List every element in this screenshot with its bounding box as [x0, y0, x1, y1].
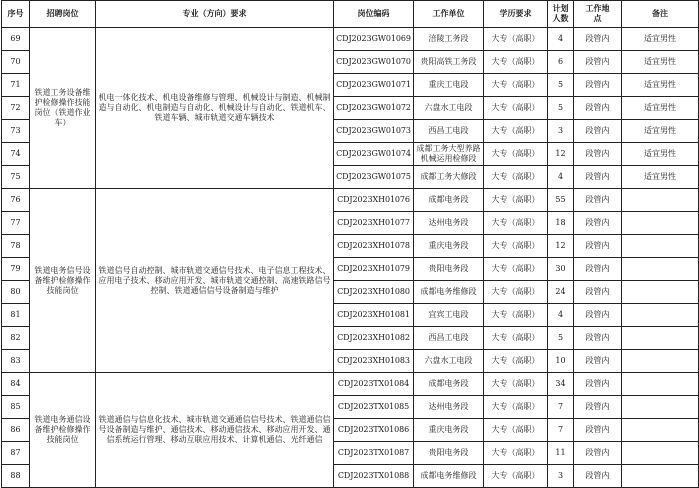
education: 大专（高职） [484, 166, 548, 189]
position-code: CDJ2023XH01076 [334, 189, 414, 212]
planned-count: 12 [548, 235, 574, 258]
note [622, 373, 699, 396]
note: 适宜男性 [622, 97, 699, 120]
work-unit: 成都工务大型养路机械运用检修段 [414, 143, 484, 166]
planned-count: 4 [548, 304, 574, 327]
note [622, 189, 699, 212]
position-code: CDJ2023TX01088 [334, 465, 414, 488]
position-code: CDJ2023GW01069 [334, 28, 414, 51]
education: 大专（高职） [484, 143, 548, 166]
planned-count: 3 [548, 120, 574, 143]
education: 大专（高职） [484, 235, 548, 258]
planned-count: 11 [548, 442, 574, 465]
note: 适宜男性 [622, 74, 699, 97]
major-requirement: 铁道通信与信息化技术、城市轨道交通通信信号技术、铁道通信信号设备制造与维护、通信技术、移动通信技术、移动应用开发、通信系统运行管理、移动互联应用技术、计算机通信、光纤通信 [96, 373, 334, 488]
work-unit: 贵阳高铁工务段 [414, 51, 484, 74]
work-place: 段管内 [574, 166, 622, 189]
note [622, 465, 699, 488]
work-place: 段管内 [574, 189, 622, 212]
planned-count: 7 [548, 396, 574, 419]
work-place: 段管内 [574, 304, 622, 327]
note: 适宜男性 [622, 28, 699, 51]
position-code: CDJ2023XH01082 [334, 327, 414, 350]
education: 大专（高职） [484, 97, 548, 120]
row-number: 87 [2, 442, 30, 465]
note: 适宜男性 [622, 166, 699, 189]
work-place: 段管内 [574, 327, 622, 350]
planned-count: 55 [548, 189, 574, 212]
education: 大专（高职） [484, 28, 548, 51]
table-body [2, 28, 699, 488]
work-place: 段管内 [574, 28, 622, 51]
work-unit: 贵阳电务段 [414, 442, 484, 465]
note [622, 281, 699, 304]
work-place: 段管内 [574, 419, 622, 442]
education: 大专（高职） [484, 327, 548, 350]
work-unit: 重庆工电段 [414, 74, 484, 97]
education: 大专（高职） [484, 120, 548, 143]
work-place: 段管内 [574, 442, 622, 465]
note [622, 327, 699, 350]
position-code: CDJ2023TX01087 [334, 442, 414, 465]
work-unit: 成都电务维修段 [414, 465, 484, 488]
header-education: 学历要求 [484, 1, 548, 28]
note [622, 419, 699, 442]
position-code: CDJ2023GW01070 [334, 51, 414, 74]
planned-count: 5 [548, 74, 574, 97]
header-row [2, 1, 699, 28]
row-number: 83 [2, 350, 30, 373]
note [622, 396, 699, 419]
major-requirement: 机电一体化技术、机电设备维修与管理、机械设计与制造、机械制造与自动化、机电制造与自动化、机械设计与自动化、铁道机车、铁道车辆、城市轨道交通车辆技术 [96, 28, 334, 189]
education: 大专（高职） [484, 74, 548, 97]
work-unit: 贵阳电务段 [414, 258, 484, 281]
planned-count: 24 [548, 281, 574, 304]
work-place: 段管内 [574, 281, 622, 304]
row-number: 82 [2, 327, 30, 350]
planned-count: 30 [548, 258, 574, 281]
row-number: 88 [2, 465, 30, 488]
work-unit: 西昌工电段 [414, 120, 484, 143]
row-number: 69 [2, 28, 30, 51]
work-unit: 重庆电务段 [414, 419, 484, 442]
work-unit: 成都电务维修段 [414, 281, 484, 304]
row-number: 76 [2, 189, 30, 212]
row-number: 73 [2, 120, 30, 143]
note: 适宜男性 [622, 143, 699, 166]
work-unit: 成都工务大修段 [414, 166, 484, 189]
note: 适宜男性 [622, 51, 699, 74]
note [622, 258, 699, 281]
row-number: 84 [2, 373, 30, 396]
education: 大专（高职） [484, 442, 548, 465]
education: 大专（高职） [484, 350, 548, 373]
position-code: CDJ2023XH01078 [334, 235, 414, 258]
major-requirement: 铁道信号自动控制、城市轨道交通信号技术、电子信息工程技术、应用电子技术、移动应用开发、城市轨道交通控制、高速铁路信号控制、铁道通信信号设备制造与维护 [96, 189, 334, 373]
row-number: 81 [2, 304, 30, 327]
work-place: 段管内 [574, 120, 622, 143]
position-code: CDJ2023XH01080 [334, 281, 414, 304]
work-place: 段管内 [574, 258, 622, 281]
education: 大专（高职） [484, 51, 548, 74]
header-place: 工作地点 [574, 1, 622, 28]
table-row [2, 373, 699, 396]
position-code: CDJ2023GW01071 [334, 74, 414, 97]
position-code: CDJ2023TX01085 [334, 396, 414, 419]
planned-count: 34 [548, 373, 574, 396]
header-major: 专业（方向）要求 [96, 1, 334, 28]
row-number: 71 [2, 74, 30, 97]
work-unit: 达州电务段 [414, 396, 484, 419]
header-unit: 工作单位 [414, 1, 484, 28]
planned-count: 10 [548, 350, 574, 373]
recruitment-table [1, 0, 699, 488]
planned-count: 5 [548, 327, 574, 350]
work-unit: 涪陵工务段 [414, 28, 484, 51]
table-row [2, 189, 699, 212]
row-number: 85 [2, 396, 30, 419]
work-place: 段管内 [574, 143, 622, 166]
note [622, 442, 699, 465]
work-unit: 达州电务段 [414, 212, 484, 235]
work-unit: 重庆电务段 [414, 235, 484, 258]
education: 大专（高职） [484, 304, 548, 327]
work-unit: 六盘水工电段 [414, 97, 484, 120]
position-code: CDJ2023GW01072 [334, 97, 414, 120]
row-number: 86 [2, 419, 30, 442]
planned-count: 4 [548, 28, 574, 51]
work-unit: 西昌工电段 [414, 327, 484, 350]
work-unit: 成都电务段 [414, 373, 484, 396]
position-code: CDJ2023GW01073 [334, 120, 414, 143]
note [622, 304, 699, 327]
work-place: 段管内 [574, 97, 622, 120]
header-note: 备注 [622, 1, 699, 28]
row-number: 77 [2, 212, 30, 235]
planned-count: 18 [548, 212, 574, 235]
header-position: 招聘岗位 [30, 1, 96, 28]
position-code: CDJ2023TX01084 [334, 373, 414, 396]
planned-count: 7 [548, 419, 574, 442]
note [622, 350, 699, 373]
row-number: 80 [2, 281, 30, 304]
header-count: 计划人数 [548, 1, 574, 28]
row-number: 75 [2, 166, 30, 189]
work-place: 段管内 [574, 212, 622, 235]
planned-count: 6 [548, 51, 574, 74]
work-place: 段管内 [574, 373, 622, 396]
education: 大专（高职） [484, 396, 548, 419]
education: 大专（高职） [484, 373, 548, 396]
work-unit: 成都电务段 [414, 189, 484, 212]
position-code: CDJ2023GW01075 [334, 166, 414, 189]
work-place: 段管内 [574, 465, 622, 488]
education: 大专（高职） [484, 465, 548, 488]
education: 大专（高职） [484, 212, 548, 235]
note [622, 212, 699, 235]
position-code: CDJ2023XH01081 [334, 304, 414, 327]
work-unit: 宜宾工电段 [414, 304, 484, 327]
work-place: 段管内 [574, 396, 622, 419]
work-unit: 六盘水工电段 [414, 350, 484, 373]
education: 大专（高职） [484, 258, 548, 281]
position-code: CDJ2023TX01086 [334, 419, 414, 442]
note [622, 235, 699, 258]
row-number: 72 [2, 97, 30, 120]
education: 大专（高职） [484, 419, 548, 442]
work-place: 段管内 [574, 235, 622, 258]
position-code: CDJ2023XH01083 [334, 350, 414, 373]
work-place: 段管内 [574, 350, 622, 373]
row-number: 74 [2, 143, 30, 166]
header-code: 岗位编码 [334, 1, 414, 28]
position-name: 铁道工务设备维护检修操作技能岗位（铁道作业车） [30, 28, 96, 189]
row-number: 79 [2, 258, 30, 281]
education: 大专（高职） [484, 281, 548, 304]
work-place: 段管内 [574, 51, 622, 74]
row-number: 78 [2, 235, 30, 258]
planned-count: 5 [548, 97, 574, 120]
position-name: 铁道电务通信设备维护检修操作技能岗位 [30, 373, 96, 488]
position-code: CDJ2023GW01074 [334, 143, 414, 166]
position-code: CDJ2023XH01077 [334, 212, 414, 235]
position-code: CDJ2023XH01079 [334, 258, 414, 281]
note: 适宜男性 [622, 120, 699, 143]
table-row [2, 28, 699, 51]
planned-count: 3 [548, 465, 574, 488]
header-no: 序号 [2, 1, 30, 28]
position-name: 铁道电务信号设备维护检修操作技能岗位 [30, 189, 96, 373]
education: 大专（高职） [484, 189, 548, 212]
planned-count: 12 [548, 143, 574, 166]
work-place: 段管内 [574, 74, 622, 97]
planned-count: 4 [548, 166, 574, 189]
row-number: 70 [2, 51, 30, 74]
